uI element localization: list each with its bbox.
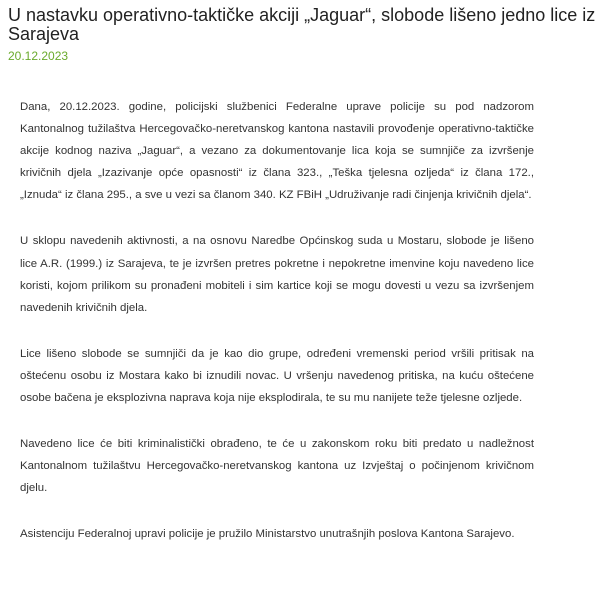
news-article xyxy=(8,0,602,64)
article-paragraph-3: Lice lišeno slobode se sumnjiči da je kao dio grupe, određeni vremenski period vršili pritisak na oštećenu osobu iz Mostara kako bi iznudili novac. U vršenju navedenog pritiska, na kuću oštećene osobe bačena je eksplozivna naprava koja nije eksplodirala, te su mu nanijete teže tjelesne ozljede. xyxy=(20,347,534,405)
article-paragraph-2: U sklopu navedenih aktivnosti, a na osnovu Naredbe Općinskog suda u Mostaru, slobode je lišeno lice A.R. (1999.) iz Sarajeva, te je izvršen pretres pokretne i nepokretne imenvine koju navedeno lice koristi, kojom prilikom su pronađeni mobiteli i sim kartice koji se mogu dovesti u vezu sa izvršenjem navedenih krivičnih djela. xyxy=(20,235,534,314)
article-title: U nastavku operativno-taktičke akciji „Jaguar“, slobode lišeno jedno lice iz Sarajeva xyxy=(8,5,596,44)
article-paragraph-5: Asistenciju Federalnoj upravi policije je pružilo Ministarstvo unutrašnjih poslova Kantona Sarajevo. xyxy=(20,528,515,541)
article-paragraph-1: Dana, 20.12.2023. godine, policijski službenici Federalne uprave policije su pod nadzorom Kantonalnog tužilaštva Hercegovačko-neretvanskog kantona nastavili provođenje operativno-taktičke akcije kodnog naziva „Jaguar“, a vezano za dokumentovanje lica koja se sumnjiče za izvršenje krivičnih djela „Izazivanje opće opasnosti“ iz člana 323., „Teška tjelesna ozljeda“ iz člana 172., „Iznuda“ iz člana 295., a sve u vezi sa članom 340. KZ FBiH „Udruživanje radi činjenja krivičnih djela“. xyxy=(20,101,534,202)
article-body xyxy=(20,96,534,570)
article-paragraph-4: Navedeno lice će biti kriminalistički obrađeno, te će u zakonskom roku biti predato u nadležnost Kantonalnom tužilaštvu Hercegovačko-neretvanskog kantona uz Izvještaj o počinjenom krivičnom djelu. xyxy=(20,438,534,495)
article-date: 20.12.2023 xyxy=(8,49,69,63)
